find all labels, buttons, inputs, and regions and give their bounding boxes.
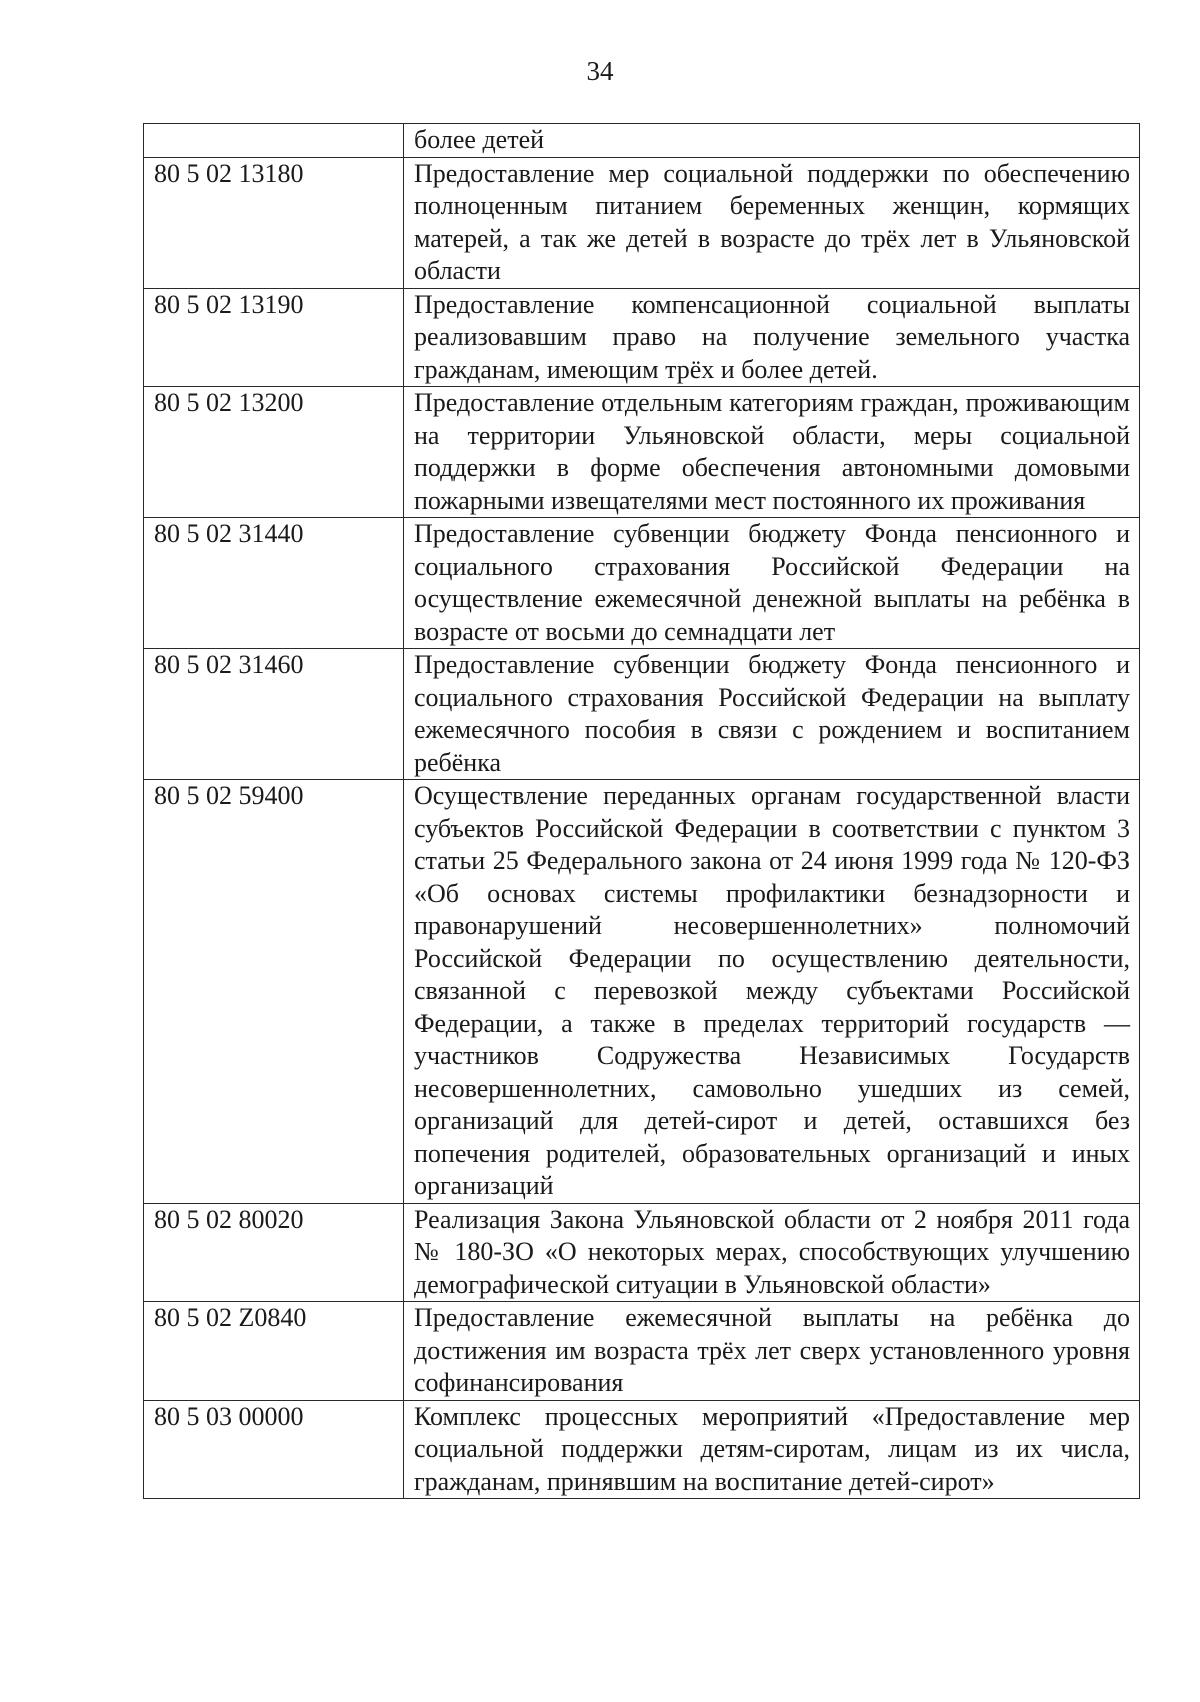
budget-code-cell [144, 518, 404, 649]
description-cell [404, 124, 1140, 158]
budget-code-cell [144, 1400, 404, 1499]
budget-code: 80 5 02 80020 [154, 1204, 304, 1234]
budget-code: 80 5 02 13190 [154, 289, 304, 319]
budget-code-cell [144, 1203, 404, 1302]
budget-code: 80 5 02 Z0840 [154, 1303, 307, 1332]
budget-code: 80 5 03 00000 [154, 1401, 304, 1431]
budget-code-cell [144, 157, 404, 288]
budget-code: 80 5 02 13180 [154, 158, 304, 188]
table-row [144, 288, 1140, 387]
budget-code: 80 5 02 31440 [154, 519, 304, 548]
description-text: Предоставление отдельным категориям граждан, проживающим на территории Ульяновской области, меры социальной поддержки в форме обеспечения автономными домовыми пожарными извещателями мест постоянного их проживания [414, 388, 1130, 515]
table-row [144, 1203, 1140, 1302]
table-row [144, 124, 1140, 158]
description-cell [404, 1203, 1140, 1302]
description-cell [404, 387, 1140, 518]
description-text: Комплекс процессных мероприятий «Предоставление мер социальной поддержки детям-сиротам, лицам из их числа, гражданам, принявшим на воспитание детей-сирот» [414, 1401, 1130, 1496]
description-cell [404, 780, 1140, 1204]
table-body [144, 124, 1140, 1499]
budget-code-cell [144, 387, 404, 518]
description-text: Предоставление мер социальной поддержки по обеспечению полноценным питанием беременных женщин, кормящих матерей, а так же детей в возрасте до трёх лет в Ульяновской области [414, 158, 1130, 285]
budget-code: 80 5 02 31460 [154, 650, 304, 679]
description-cell [404, 1400, 1140, 1499]
description-cell [404, 518, 1140, 649]
description-cell [404, 649, 1140, 780]
budget-code: 80 5 02 59400 [154, 781, 304, 810]
description-text: Предоставление субвенции бюджету Фонда пенсионного и социального страхования Российской Федерации на выплату ежемесячного пособия в связи с рождением и воспитанием ребёнка [414, 650, 1130, 777]
table-row [144, 780, 1140, 1204]
description-cell [404, 288, 1140, 387]
table-row [144, 1302, 1140, 1401]
budget-code-cell [144, 124, 404, 158]
table-row [144, 1400, 1140, 1499]
budget-code: 80 5 02 13200 [154, 388, 304, 417]
page-number: 34 [586, 56, 614, 86]
description-text: Осуществление переданных органам государственной власти субъектов Российской Федерации в соответствии с пунктом 3 статьи 25 Федерального закона от 24 июня 1999 года № 120-ФЗ «Об основах системы профилактики безнадзорности и правонарушений несовершеннолетних» полномочий Российской Федерации по осуществлению деятельности, связанной с перевозкой между субъектами Российской Федерации, а также в пределах территорий государств — участников Содружества Независимых Государств несовершеннолетних, самовольно ушедших из семей, организаций для детей-сирот и детей, оставшихся без попечения родителей, образовательных организаций и иных организаций [414, 781, 1130, 1200]
budget-code-cell [144, 1302, 404, 1401]
budget-code-cell [144, 780, 404, 1204]
budget-code-cell [144, 649, 404, 780]
table-row [144, 649, 1140, 780]
budget-code-cell [144, 288, 404, 387]
description-text: Предоставление субвенции бюджету Фонда пенсионного и социального страхования Российской Федерации на осуществление ежемесячной денежной выплаты на ребёнка в возрасте от восьми до семнадцати лет [414, 519, 1130, 646]
table-row [144, 387, 1140, 518]
description-cell [404, 1302, 1140, 1401]
description-text: Реализация Закона Ульяновской области от 2 ноября 2011 года № 180-ЗО «О некоторых мерах, способствующих улучшению демографической ситуации в Ульяновской области» [414, 1204, 1130, 1299]
description-text: Предоставление ежемесячной выплаты на ребёнка до достижения им возраста трёх лет сверх установленного уровня софинансирования [414, 1303, 1130, 1397]
description-text: Предоставление компенсационной социальной выплаты реализовавшим право на получение земельного участка гражданам, имеющим трёх и более детей. [414, 289, 1130, 384]
description-text: более детей [414, 125, 545, 154]
table-row [144, 518, 1140, 649]
description-cell [404, 157, 1140, 288]
budget-code-table [143, 123, 1140, 1499]
table-row [144, 157, 1140, 288]
